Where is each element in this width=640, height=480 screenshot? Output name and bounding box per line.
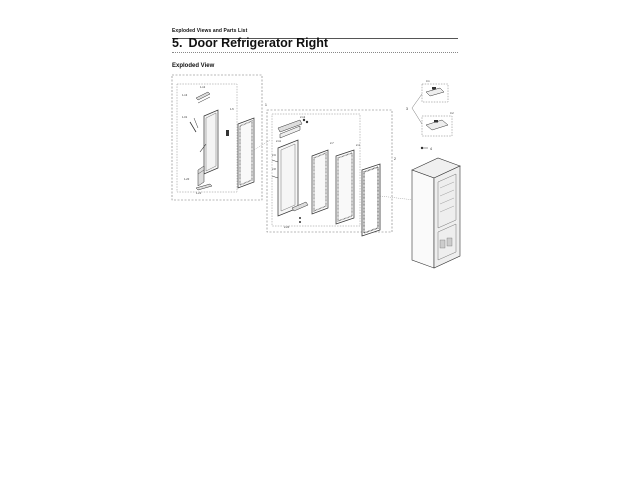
hinge-pin-washer bbox=[194, 118, 198, 128]
screw-icon bbox=[421, 147, 423, 149]
callout-group-2: 2 bbox=[394, 157, 396, 161]
section-header-label: Exploded Views and Parts List bbox=[172, 28, 248, 34]
door-panel-frame bbox=[204, 110, 218, 174]
svg-text:1-21: 1-21 bbox=[196, 192, 202, 195]
svg-text:2-8: 2-8 bbox=[272, 168, 276, 171]
exploded-view-diagram bbox=[160, 70, 470, 280]
assembly-group-3 bbox=[406, 79, 454, 151]
svg-text:2-12: 2-12 bbox=[300, 116, 306, 119]
door-outer-panel bbox=[336, 150, 354, 224]
door-top-cap bbox=[278, 119, 308, 138]
callout-group-1: 1 bbox=[265, 103, 267, 107]
svg-text:1-12: 1-12 bbox=[200, 86, 206, 89]
assembly-group-1 bbox=[172, 75, 267, 200]
svg-text:2-11: 2-11 bbox=[276, 140, 281, 143]
page-title-text: Door Refrigerator Right bbox=[188, 36, 329, 50]
page-title bbox=[172, 36, 458, 53]
svg-text:1-20: 1-20 bbox=[184, 178, 190, 181]
svg-text:1-13: 1-13 bbox=[182, 94, 188, 97]
assembly-group-2 bbox=[267, 110, 396, 236]
svg-text:2-20: 2-20 bbox=[284, 226, 290, 229]
top-hinge-bracket bbox=[196, 92, 210, 103]
bottom-hinge-bracket bbox=[198, 166, 204, 186]
svg-text:2-9: 2-9 bbox=[272, 154, 276, 157]
callout-group-3: 3 bbox=[406, 107, 408, 111]
hinge-pin-upper bbox=[190, 122, 196, 132]
refrigerator-cabinet bbox=[412, 158, 460, 268]
svg-text:1-5: 1-5 bbox=[230, 108, 234, 111]
page-title-number: 5. bbox=[172, 36, 183, 50]
svg-text:2-7: 2-7 bbox=[330, 142, 334, 145]
svg-text:3-2: 3-2 bbox=[450, 112, 454, 115]
subhead-exploded-view: Exploded View bbox=[172, 63, 215, 69]
svg-text:3-1: 3-1 bbox=[426, 80, 430, 83]
door-handle-clip bbox=[226, 130, 229, 136]
door-gasket bbox=[362, 164, 380, 236]
callout-screw: 4 bbox=[430, 147, 432, 151]
svg-text:2-4: 2-4 bbox=[356, 144, 360, 147]
outer-door-gasket bbox=[238, 118, 254, 188]
svg-text:1-01: 1-01 bbox=[182, 116, 188, 119]
door-foam-assy bbox=[312, 150, 328, 214]
door-liner bbox=[278, 140, 298, 216]
